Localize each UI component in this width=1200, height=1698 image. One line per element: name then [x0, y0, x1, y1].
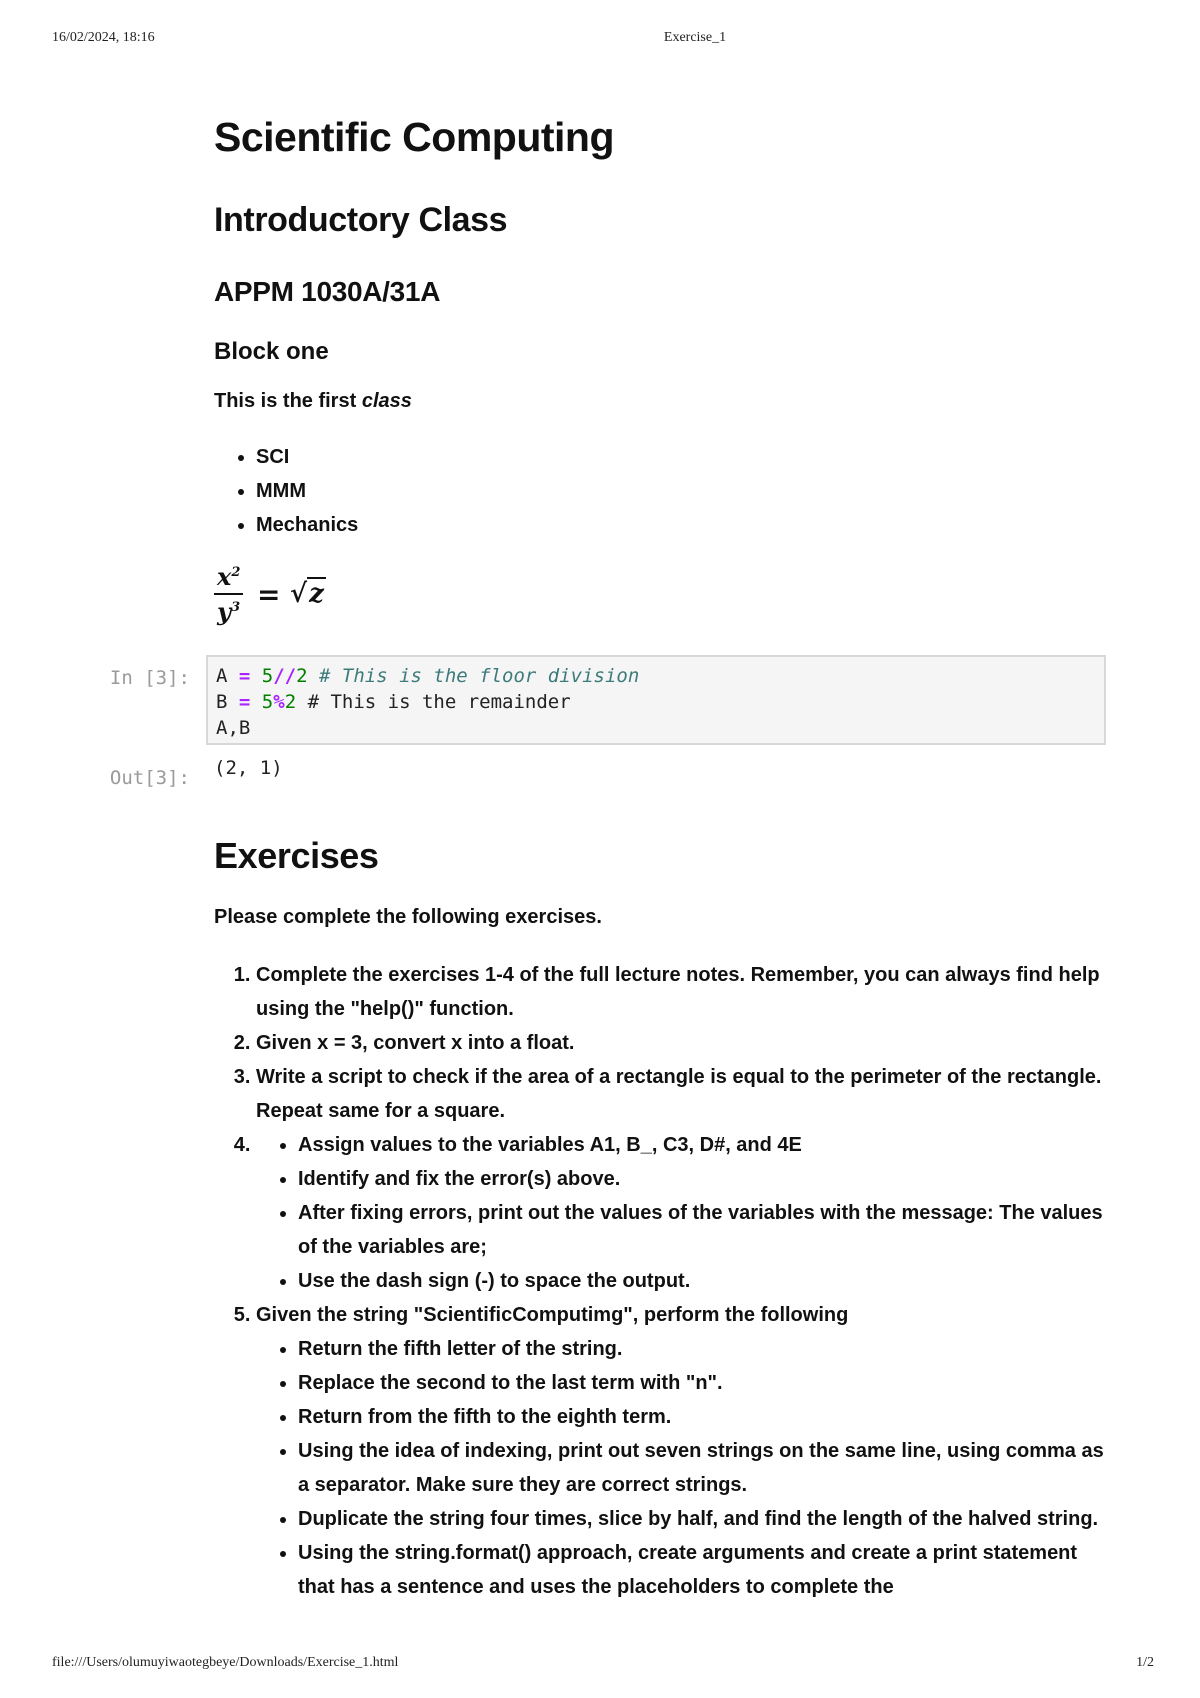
intro-italic: class	[361, 390, 412, 412]
course-code: APPM 1030A/31A	[214, 276, 441, 307]
exercise-sublist	[256, 1128, 1116, 1298]
topic-list	[214, 440, 358, 542]
list-item: • SCI	[256, 440, 358, 474]
sub-item: • Return from the fifth to the eighth term.	[298, 1400, 1116, 1434]
exercise-list	[214, 958, 1116, 1604]
sub-item: • Using the string.format() approach, create arguments and create a print statement that has a sentence and uses the placeholders to complete the	[298, 1536, 1116, 1604]
exercises-intro: Please complete the following exercises.	[214, 906, 602, 928]
math-sqrt: √z	[289, 579, 324, 609]
exercise-item: 5. Given the string "ScientificComputimg", perform the following • Return the fifth letter of the string. • Replace the second to the last term with "n". • Return from the fifth to the eighth term. • Using the idea of indexing, print out seven strings on the same line, using comma as a separator. Make sure they are correct strings. • Duplicate the string four times, slice by half, and find the length of the halved string. • Using the string.format() approach, create arguments and create a print statement that has a sentence and uses the placeholders to complete the	[256, 1298, 1116, 1604]
sub-item: • After fixing errors, print out the values of the variables with the message: The values of the variables are;	[298, 1196, 1116, 1264]
intro-bold: first	[318, 390, 357, 412]
notebook-title: Scientific Computing	[214, 114, 614, 160]
exercise-item: 3. Write a script to check if the area of a rectangle is equal to the perimeter of the rectangle. Repeat same for a square.	[256, 1060, 1116, 1128]
code-cell[interactable]: A = 5//2 # This is the floor division B = 5%2 # This is the remainder A,B	[206, 655, 1106, 745]
output-prompt: Out[3]:	[109, 767, 190, 789]
exercises-heading: Exercises	[214, 835, 379, 876]
input-prompt: In [3]:	[109, 667, 190, 689]
sub-item: • Using the idea of indexing, print out seven strings on the same line, using comma as a separator. Make sure they are correct strings.	[298, 1434, 1116, 1502]
exercise-item: 2. Given x = 3, convert x into a float.	[256, 1026, 1116, 1060]
file-path: file:///Users/olumuyiwaotegbeye/Downloads/Exercise_1.html	[52, 1655, 399, 1670]
sub-item: • Identify and fix the error(s) above.	[298, 1162, 1116, 1196]
sub-item: • Use the dash sign (-) to space the output.	[298, 1264, 1116, 1298]
sub-item: • Duplicate the string four times, slice by half, and find the length of the halved string.	[298, 1502, 1116, 1536]
math-fraction: $\frac{x^2}{y^3}$	[214, 562, 243, 626]
cell-output: (2, 1)	[214, 757, 283, 779]
sub-item: • Return the fifth letter of the string.	[298, 1332, 1116, 1366]
block-heading: Block one	[214, 338, 329, 365]
print-page-title: Exercise_1	[663, 30, 727, 45]
intro-text: This is the first class	[214, 390, 412, 412]
list-item: • Mechanics	[256, 508, 358, 542]
exercise-item	[256, 1128, 1116, 1298]
page-number: 1/2	[1136, 1655, 1154, 1670]
sub-item: • Replace the second to the last term with "n".	[298, 1366, 1116, 1400]
exercise-sublist	[256, 1332, 1116, 1604]
notebook-subtitle: Introductory Class	[214, 201, 508, 239]
math-equation: $\frac{x^2}{y^3}$ = √z	[214, 562, 326, 626]
sub-item: • 4. Assign values to the variables A1, B_, C3, D#, and 4E	[298, 1128, 1116, 1162]
list-item: • MMM	[256, 474, 358, 508]
exercise-item: 1. Complete the exercises 1-4 of the full lecture notes. Remember, you can always find help using the "help()" function.	[256, 958, 1116, 1026]
print-datetime: 16/02/2024, 18:16	[52, 30, 155, 45]
